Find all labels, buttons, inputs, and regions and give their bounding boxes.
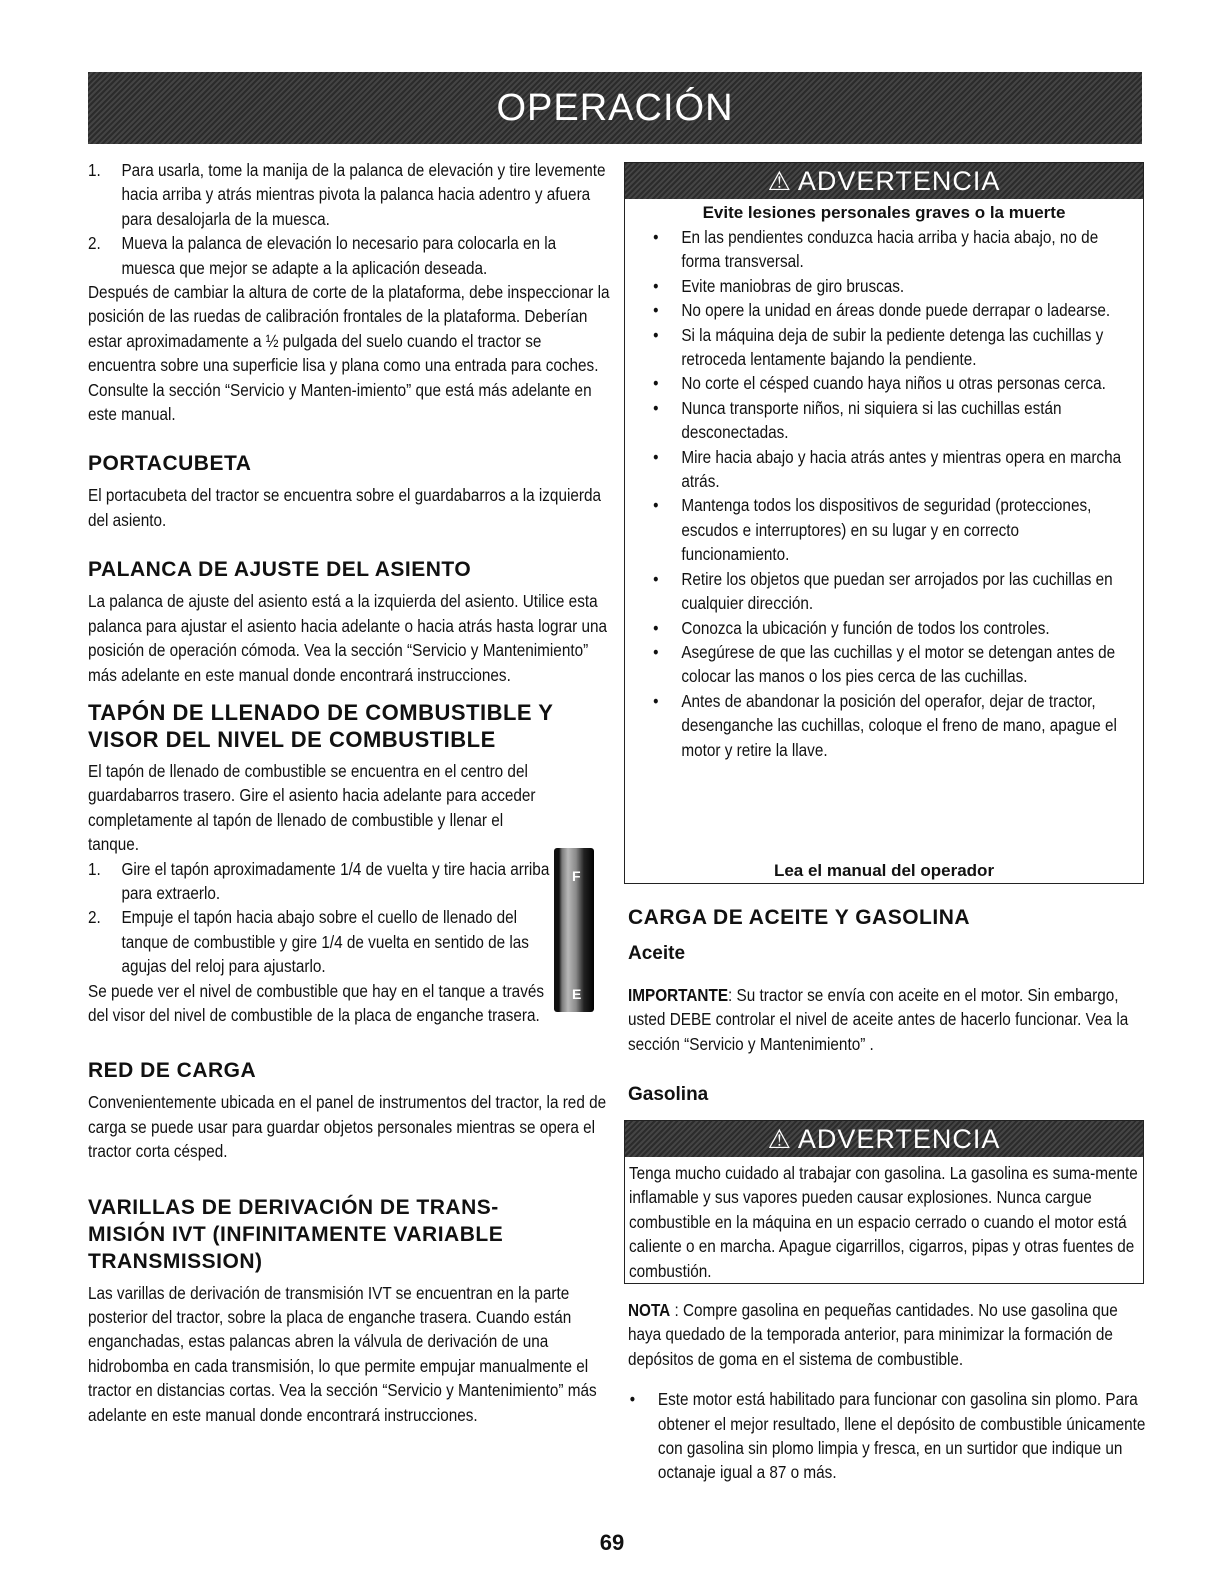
page-banner bbox=[88, 72, 1142, 144]
varillas-text: Las varillas de derivación de transmisión IVT se encuentran en la parte posterior del tractor, sobre la placa de enganche trasera. Cuando están enganchadas, estas palancas abren la válvula de derivación de una hidrobomba en cada transmisión, lo que permite empujar manualmente el tractor en distancias cortas. Vea la sección “Servicio y Mantenimiento” más adelante en este manual donde encontrará instrucciones. bbox=[88, 1282, 597, 1425]
list-item: • Si la máquina deja de subir la pediente detenga las cuchillas y retroceda lentamente bajando la pendiente. bbox=[653, 324, 1104, 370]
carga-section bbox=[628, 904, 1144, 1106]
tapon-after: Se puede ver el nivel de combustible que hay en el tanque a través del visor del nivel de combustible de la placa de enganche trasera. bbox=[88, 980, 545, 1025]
gasoline-list bbox=[628, 1387, 1146, 1485]
palanca-heading: PALANCA DE AJUSTE DEL ASIENTO bbox=[88, 558, 472, 582]
intro-paragraph: Después de cambiar la altura de corte de la plataforma, debe inspeccionar la posición de las ruedas de calibración frontales de la plataforma. Deberían estar aproximadamente a ½ pulgada del suelo cuando el tractor se encuentra sobre una superficie lisa y plana como una entrada para coches. Consulte la sección “Servicio y Manten-imiento” que está más adelante en este manual. bbox=[88, 282, 610, 425]
list-item: 2. Mueva la palanca de elevación lo necesario para colocarla en la muesca que mejor se adapte a la aplicación deseada. bbox=[88, 233, 557, 278]
tapon-steps bbox=[88, 857, 549, 979]
red-text: Convenientemente ubicada en el panel de instrumentos del tractor, la red de carga se puede usar para guardar objetos personales mientras se opera el tractor corta césped. bbox=[88, 1092, 607, 1162]
warning-triangle-icon: ⚠ bbox=[767, 165, 792, 196]
aceite-heading: Aceite bbox=[628, 943, 686, 964]
gasolina-heading: Gasolina bbox=[628, 1084, 709, 1106]
list-item: • En las pendientes conduzca hacia arriba y hacia abajo, no de forma transversal. bbox=[653, 227, 1099, 272]
warning-footer: Lea el manual del operador bbox=[773, 861, 995, 880]
list-item: 1. Gire el tapón aproximadamente 1/4 de vuelta y tire hacia arriba para extraerlo. bbox=[88, 858, 550, 903]
list-item: • Este motor está habilitado para funcionar con gasolina sin plomo. Para obtener el mejor resultado, llene el depósito de combustible únicamente con gasolina sin plomo limpia y fresca, en un surtidor que indique un octanaje igual a 87 o más. bbox=[629, 1389, 1146, 1483]
warning-subtitle: Evite lesiones personales graves o la muerte bbox=[702, 203, 1066, 222]
list-item: • Asegúrese de que las cuchillas y el motor se detengan antes de colocar las manos o los pies cerca de las cuchillas. bbox=[653, 641, 1116, 687]
list-item: • Evite maniobras de giro bruscas. bbox=[653, 275, 905, 296]
nota-section bbox=[628, 1298, 1144, 1485]
portacubeta-heading: PORTACUBETA bbox=[88, 452, 252, 476]
list-item: • Mire hacia abajo y hacia atrás antes y mientras opera en marcha atrás. bbox=[653, 446, 1122, 492]
red-heading: RED DE CARGA bbox=[88, 1059, 257, 1083]
list-item: • No corte el césped cuando haya niños u otras personas cerca. bbox=[653, 373, 1106, 394]
warning-box-gasoline bbox=[624, 1120, 1144, 1284]
list-item: • Mantenga todos los dispositivos de seguridad (protecciones, escudos e interruptores) en su lugar y en correcto funcionamiento. bbox=[653, 495, 1092, 565]
list-item: • No opere la unidad en áreas donde puede derrapar o ladearse. bbox=[653, 300, 1111, 321]
portacubeta-text: El portacubeta del tractor se encuentra sobre el guardabarros a la izquierda del asiento. bbox=[88, 485, 601, 530]
nota-text: NOTA : Compre gasolina en pequeñas cantidades. No use gasolina que haya quedado de la temporada anterior, para minimizar la formación de depósitos de goma en el sistema de combustible. bbox=[628, 1300, 1118, 1369]
list-item: • Antes de abandonar la posición del operafor, dejar de tractor, desenganche las cuchillas, coloque el freno de mano, apague el motor y retire la llave. bbox=[653, 690, 1117, 760]
warning-list bbox=[625, 225, 1127, 762]
list-item: • Retire los objetos que puedan ser arrojados por las cuchillas en cualquier dirección. bbox=[653, 568, 1113, 614]
list-item: 1. Para usarla, tome la manija de la palanca de elevación y tire levemente hacia arriba y atrás mientras pivota la palanca hacia adentro y afuera para desalojarla de la muesca. bbox=[88, 160, 606, 229]
tapon-heading: TAPÓN DE LLENADO DE COMBUSTIBLE Y VISOR DEL NIVEL DE COMBUSTIBLE bbox=[88, 699, 554, 752]
warning-header: ⚠ ADVERTENCIA bbox=[625, 1121, 1143, 1157]
intro-steps bbox=[88, 158, 610, 280]
list-item: 2. Empuje el tapón hacia abajo sobre el cuello de llenado del tanque de combustible y gire 1/4 de vuelta en sentido de las agujas del reloj para ajustarlo. bbox=[88, 907, 529, 977]
page-title: OPERACIÓN bbox=[496, 86, 734, 129]
list-item: • Nunca transporte niños, ni siquiera si las cuchillas están desconectadas. bbox=[653, 397, 1062, 443]
left-column bbox=[88, 158, 608, 1427]
warning-box-general bbox=[624, 162, 1144, 884]
page-number: 69 bbox=[599, 1530, 625, 1555]
warning-header: ⚠ ADVERTENCIA bbox=[625, 163, 1143, 199]
list-item: • Conozca la ubicación y función de todos los controles. bbox=[653, 617, 1050, 638]
aceite-text: IMPORTANTE: Su tractor se envía con aceite en el motor. Sin embargo, usted DEBE controlar el nivel de aceite antes de hacerlo funcionar. Vea la sección “Servicio y Mantenimiento” . bbox=[628, 985, 1129, 1054]
palanca-text: La palanca de ajuste del asiento está a la izquierda del asiento. Utilice esta palanca para ajustar el asiento hacia adelante o hacia atrás hasta lograr una posición de operación cómoda. Vea la sección “Servicio y Mantenimiento” más adelante en este manual donde encontrará instrucciones. bbox=[88, 591, 607, 685]
varillas-heading: VARILLAS DE DERIVACIÓN DE TRANS- MISIÓN IVT (INFINITAMENTE VARIABLE TRANSMISSION) bbox=[88, 1195, 504, 1273]
warning-triangle-icon: ⚠ bbox=[767, 1123, 792, 1154]
carga-heading: CARGA DE ACEITE Y GASOLINA bbox=[628, 906, 971, 929]
fuel-gauge-icon: F E bbox=[554, 848, 594, 1012]
gasoline-warning-text: Tenga mucho cuidado al trabajar con gasolina. La gasolina es suma-mente inflamable y sus vapores pueden causar explosiones. Nunca cargue combustible en la máquina en un espacio cerrado o cuando el motor está caliente o en marcha. Apague cigarrillos, cigarros, pipas y otras fuentes de combustión. bbox=[629, 1163, 1138, 1281]
tapon-text: El tapón de llenado de combustible se encuentra en el centro del guardabarros trasero. Gire el asiento hacia adelante para acceder completamente al tapón de llenado de combustible y llenar el tanque. bbox=[88, 760, 536, 855]
